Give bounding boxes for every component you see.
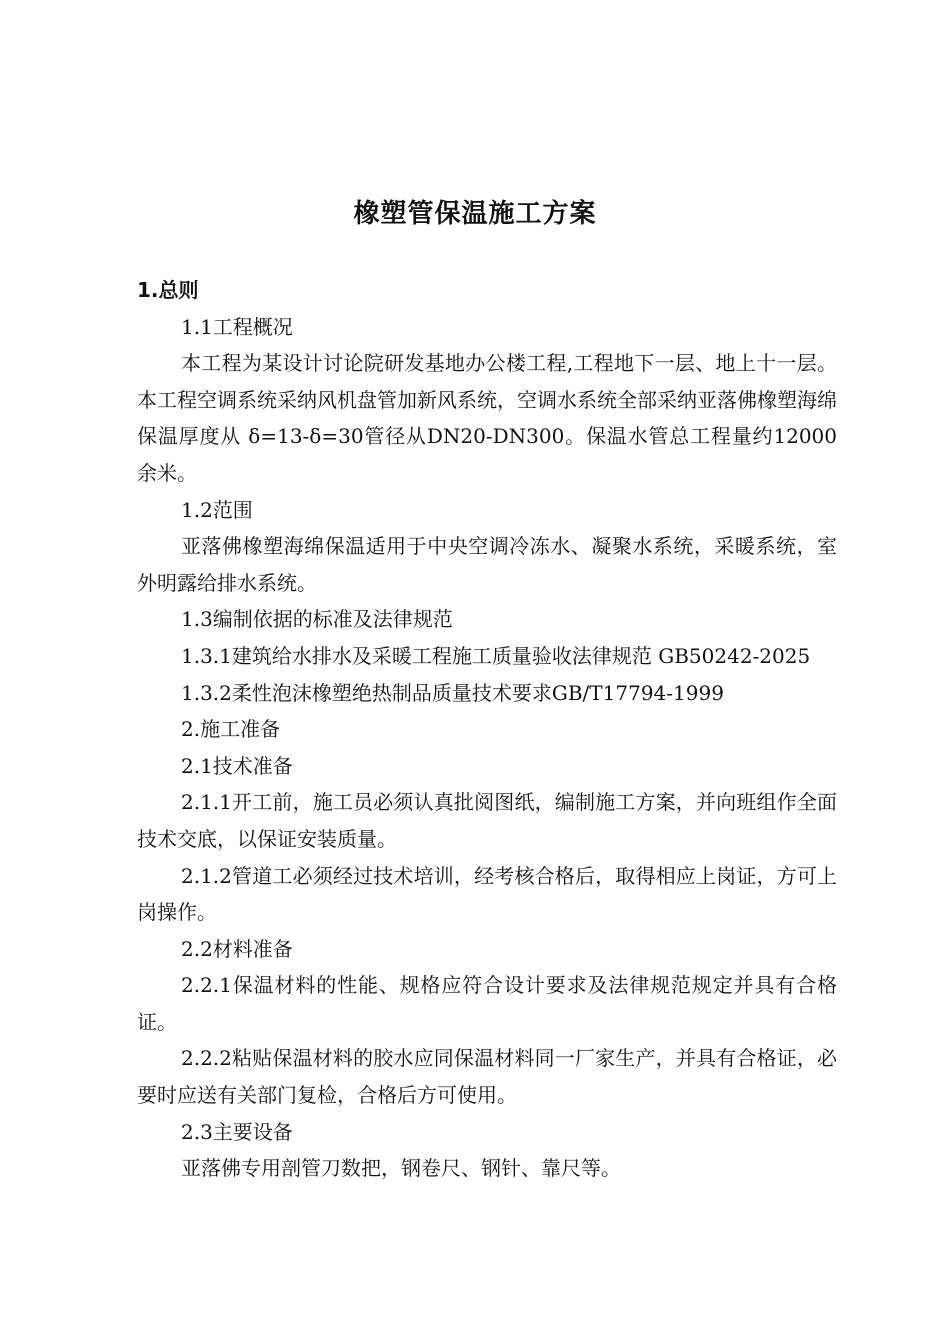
subheading-technical-prep: 2.1技术准备 <box>181 753 293 778</box>
paragraph-material-prep-1: 2.2.1保温材料的性能、规格应符合设计要求及法律规范规定并具有合格证。 <box>137 973 837 1034</box>
paragraph-technical-prep-2: 2.1.2管道工必须经过技术培训，经考核合格后，取得相应上岗证，方可上岗操作。 <box>137 863 837 925</box>
subheading-scope: 1.2范围 <box>181 497 253 522</box>
subheading-main-equipment: 2.3主要设备 <box>181 1119 293 1144</box>
paragraph-material-prep-2: 2.2.2粘贴保温材料的胶水应同保温材料同一厂家生产，并具有合格证，必要时应送有关部门复检，合格后方可使用。 <box>137 1046 837 1108</box>
paragraph-scope: 亚落佛橡塑海绵保温适用于中央空调冷冻水、凝聚水系统，采暖系统，室外明露给排水系统。 <box>137 534 837 595</box>
paragraph-project-overview: 本工程为某设计讨论院研发基地办公楼工程,工程地下一层、地上十一层。本工程空调系统采纳风机盘管加新风系统，空调水系统全部采纳亚落佛橡塑海绵保温厚度从 δ=13-δ=30管径从DN20-DN300。保温水管总工程量约12000余米。 <box>137 351 837 485</box>
document-body <box>137 272 837 1187</box>
paragraph-main-equipment: 亚落佛专用剖管刀数把，钢卷尺、钢针、靠尺等。 <box>181 1156 621 1181</box>
document-title: 橡塑管保温施工方案 <box>353 199 597 229</box>
subheading-construction-prep: 2.施工准备 <box>181 717 281 742</box>
paragraph-technical-prep-1: 2.1.1开工前，施工员必须认真批阅图纸，编制施工方案，并向班组作全面技术交底，以保证安装质量。 <box>137 790 837 851</box>
paragraph-standard-2: 1.3.2柔性泡沫橡塑绝热制品质量技术要求GB/T17794-1999 <box>181 680 724 705</box>
section-heading-general: 1.总则 <box>137 278 199 302</box>
paragraph-standard-1: 1.3.1建筑给水排水及采暖工程施工质量验收法律规范 GB50242-2025 <box>181 643 811 668</box>
subheading-project-overview: 1.1工程概况 <box>181 314 293 339</box>
subheading-material-prep: 2.2材料准备 <box>181 936 293 961</box>
subheading-standards: 1.3编制依据的标准及法律规范 <box>181 607 453 632</box>
